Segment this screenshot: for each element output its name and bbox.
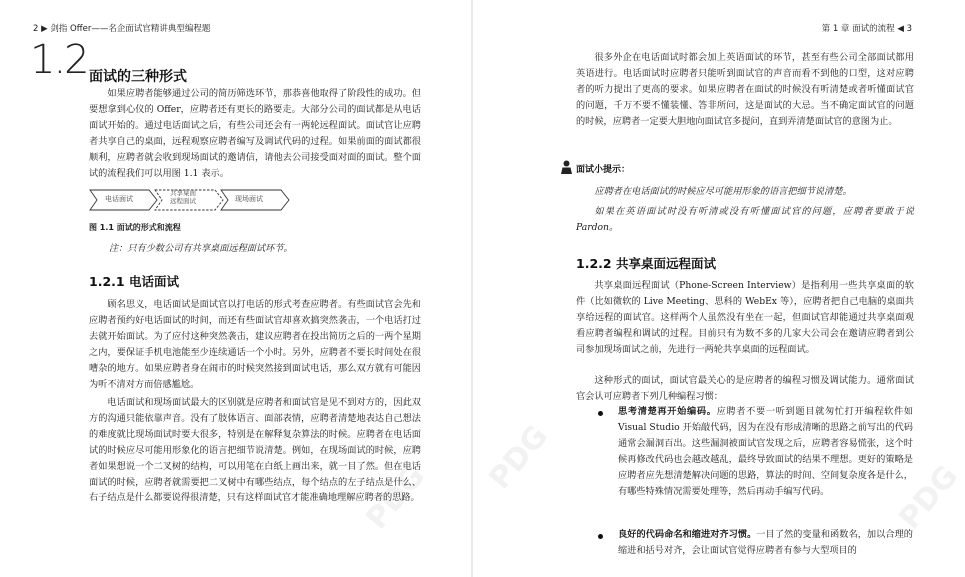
figure-caption: 图 1.1 面试的形式和流程	[89, 223, 181, 232]
figure-note: 注：只有少数公司有共享桌面远程面试环节。	[109, 243, 293, 254]
remote-paragraph-2: 这种形式的面试，面试官最关心的是应聘者的编程习惯及调试能力。通常面试官会认可应聘者下列几种编程习惯：	[576, 375, 914, 402]
remote-paragraph-1: 共享桌面远程面试（Phone-Screen Interview）是指利用一些共享桌面的软件（比如微软的 Live Meeting、思科的 WebEx 等），应聘者把自己电脑的桌面共享给远程的面试官。这样两个人虽然没有坐在一起，但面试官却能通过共享桌面观看应聘者编程和调试的过程。目前只有为数不多的几家大公司会在邀请应聘者到公司参加现场面试之前，先进行一两轮共享桌面的远程面试。	[576, 280, 914, 355]
phone-paragraph-2: 电话面试和现场面试最大的区别就是应聘者和面试官是见不到对方的，因此双方的沟通只能依靠声音。没有了肢体语言、面部表情，应聘者清楚地表达自己想法的难度就比现场面试时要大很多，特别是在解释复杂算法的时候。应聘者在电话面试的时候应尽可能用形象化的语言把细节说清楚。例如，在现场面试的时候，应聘者如果想说一个二叉树的结构，可以用笔在白纸上画出来，就一目了然。但在电话面试的时候，应聘者就需要把二叉树中有哪些结点，每个结点的左子结点是什么、右子结点是什么都要说得很清楚，只有这样面试官才能准确地理解应聘者的思路。	[89, 397, 421, 504]
tip-item-2: 如果在英语面试时没有听清或没有听懂面试官的问题，应聘者要敢于说 Pardon。	[576, 206, 914, 233]
chapter-title: 面试的三种形式	[89, 69, 187, 85]
page-header-right: 第 1 章 面试的流程 ◀ 3	[821, 24, 912, 34]
english-interview-paragraph: 很多外企在电话面试时都会加上英语面试的环节，甚至有些公司全部面试都用英语进行。电话面试时应聘者只能听到面试官的声音而看不到他的口型，这对应聘者的听力提出了更高的要求。如果应聘者在面试的时候没有听清楚或者听懂面试官的问题，千万不要不懂装懂、答非所问，这是面试的大忌。当不确定面试官的问题的时候，应聘者一定要大胆地向面试官多提问，直到弄清楚面试官的意图为止。	[576, 52, 914, 127]
bullet-2-dot	[598, 534, 603, 539]
intro-paragraph: 如果应聘者能够通过公司的简历筛选环节，那恭喜他取得了阶段性的成功。但要想拿到心仪的 Offer，应聘者还有更长的路要走。大部分公司的面试都是从电话面试开始的。通过电话面试之后，有些公司还会有一两轮远程面试。面试官让应聘者共享自己的桌面，远程观察应聘者编写及调试代码的过程。如果前面的面试都很顺利，应聘者就会收到现场面试的邀请信，请他去公司接受面对面的面试。整个面试的流程我们可以用图 1.1 表示。	[89, 88, 421, 179]
left-page	[0, 0, 472, 577]
bullet-1	[618, 404, 913, 499]
bullet-1-dot	[598, 411, 603, 416]
bullet-1-bold: 思考清楚再开始编码。	[618, 406, 717, 417]
flow-step-onsite: 现场面试	[235, 195, 263, 203]
chapter-number: 1.2	[30, 37, 88, 83]
flow-step-remote	[170, 189, 196, 205]
section-title-phone: 1.2.1 电话面试	[89, 274, 179, 289]
bullet-2-bold: 良好的代码命名和缩进对齐习惯。	[618, 529, 757, 540]
watermark: PDG	[359, 458, 433, 537]
flow-step-remote-line2: 远程面试	[170, 197, 196, 205]
watermark: PDG	[482, 418, 556, 497]
phone-paragraph-1: 顾名思义，电话面试是面试官以打电话的形式考查应聘者。有些面试官会先和应聘者预约好电话面试的时间，而还有些面试官却喜欢搞突然袭击，一个电话打过去就开始面试。为了应付这种突然袭击，建议应聘者在投出简历之后的一两个星期之内，要保证手机电池能至少连续通话一个小时。另外，应聘者不要长时间处在很嘈杂的地方。如果应聘者身在闹市的时候突然接到面试电话，那么双方就有可能因为听不清对方而倍感尴尬。	[89, 299, 421, 390]
bullet-2	[618, 527, 913, 559]
section-title-remote: 1.2.2 共享桌面远程面试	[576, 256, 716, 271]
flow-step-remote-line1: 共享桌面	[170, 189, 196, 197]
right-page	[473, 0, 965, 577]
bullet-2-text: 一目了然的变量和函数名，加以合理的缩进和括号对齐，会让面试官觉得应聘者有参与大型项目的	[618, 529, 913, 556]
flow-step-phone: 电话面试	[105, 195, 133, 203]
watermark: PDG	[892, 458, 965, 537]
tip-title: 面试小提示：	[576, 165, 631, 175]
interview-flow-diagram	[89, 188, 289, 210]
bullet-1-text: 应聘者不要一听到题目就匆忙打开编程软件如 Visual Studio 开始敲代码，因为在没有形成清晰的思路之前写出的代码通常会漏洞百出。这些漏洞被面试官发现之后，应聘者容易慌张，这个时候再修改代码也会越改越乱，最终导致面试的结果不理想。更好的策略是应聘者应先想清楚解决问题的思路，算法的时间、空间复杂度各是什么，有哪些特殊情况需要处理等，然后再动手编写代码。	[618, 406, 914, 497]
tip-person-icon	[560, 160, 573, 174]
page-header-left: 2 ▶ 剑指 Offer——名企面试官精讲典型编程题	[33, 24, 211, 34]
tip-item-1: 应聘者在电话面试的时候应尽可能用形象的语言把细节说清楚。	[594, 186, 852, 197]
